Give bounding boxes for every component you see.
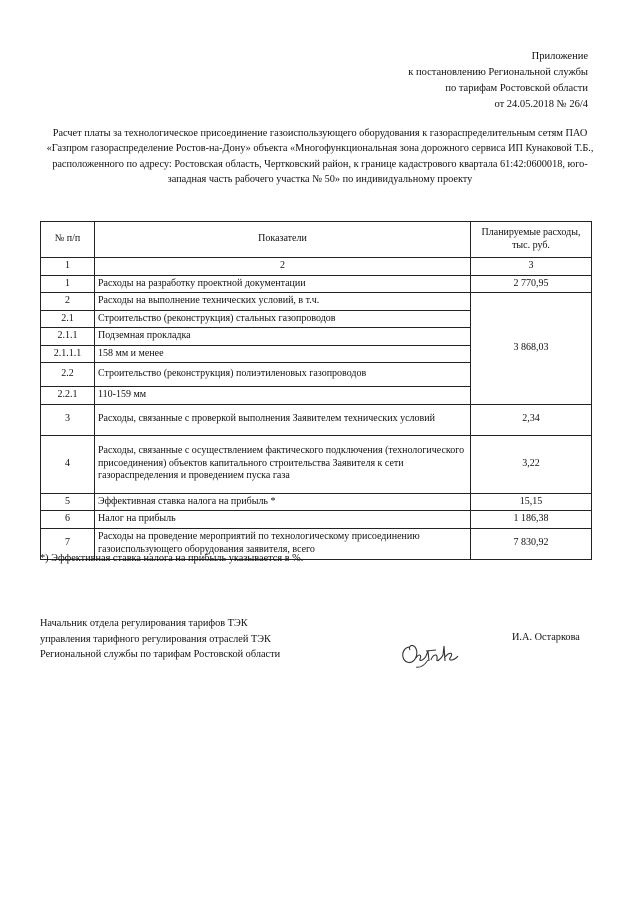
table-row [41,493,592,511]
row-indicator: Строительство (реконструкция) стальных газопроводов [95,310,471,328]
row-indicator: 158 мм и менее [95,345,471,363]
row-value: 7 830,92 [471,528,592,559]
column-number: 2 [95,258,471,276]
document-title: Расчет платы за технологическое присоединение газоиспользующего оборудования к газораспределительным сетям ПАО «Газпром газораспределение Ростов-на-Дону» объекта «Многофункциональная зона дорожного сервиса ИП Кунаковой Т.Б., расположенного по адресу: Ростовская область, Чертковский район, к границе кадастрового квартала 61:42:0600018, юго-западная часть рабочего участка № 50» по индивидуальному проекту [46,128,594,185]
row-indicator: Эффективная ставка налога на прибыль * [95,493,471,511]
row-value: 3,22 [471,435,592,493]
row-indicator: Строительство (реконструкция) полиэтиленовых газопроводов [95,363,471,387]
table-row [41,435,592,493]
appendix-line: по тарифам Ростовской области [445,83,588,94]
row-indicator: Расходы на разработку проектной документации [95,275,471,293]
row-number: 2 [41,293,95,311]
row-number: 5 [41,493,95,511]
column-number: 3 [471,258,592,276]
row-number: 4 [41,435,95,493]
row-indicator: Расходы, связанные с осуществлением фактического подключения (технологического присоединения) объектов капитального строительства Заявителя к сети газораспределения и проведением пуска газа [95,435,471,493]
row-value: 15,15 [471,493,592,511]
row-indicator: Подземная прокладка [95,328,471,346]
row-indicator: Расходы, связанные с проверкой выполнения Заявителем технических условий [95,404,471,435]
row-value: 2 770,95 [471,275,592,293]
row-indicator: 110-159 мм [95,387,471,405]
footnote: *) Эффективная ставка налога на прибыль указывается в %. [40,553,304,564]
header-value: Планируемые расходы, тыс. руб. [471,222,592,258]
table-row [41,275,592,293]
signature-block [40,616,280,663]
row-number: 3 [41,404,95,435]
appendix-line: Приложение [531,51,588,62]
row-indicator: Налог на прибыль [95,511,471,529]
signer-name: И.А. Остаркова [512,632,580,643]
column-number-row [41,258,592,276]
table-row [41,404,592,435]
row-value: 2,34 [471,404,592,435]
row-number: 2.1.1 [41,328,95,346]
row-number: 2.2 [41,363,95,387]
signer-position-line: управления тарифного регулирования отраслей ТЭК [40,633,271,645]
handwritten-signature [398,638,464,670]
row-value: 3 868,03 [471,293,592,405]
table-row [41,511,592,529]
header-indicator: Показатели [95,222,471,258]
row-number: 2.1 [41,310,95,328]
calculation-table [40,221,592,560]
table-header-row [41,222,592,258]
row-number: 7 [41,528,95,559]
row-number: 1 [41,275,95,293]
signer-position-line: Региональной службы по тарифам Ростовской области [40,649,281,661]
row-number: 2.2.1 [41,387,95,405]
appendix-line: от 24.05.2018 № 26/4 [494,99,588,110]
row-number: 2.1.1.1 [41,345,95,363]
appendix-header [408,49,588,113]
table-row [41,293,592,311]
header-num: № п/п [41,222,95,258]
appendix-line: к постановлению Региональной службы [408,67,588,78]
row-indicator: Расходы на проведение мероприятий по технологическому присоединению газоиспользующего оборудования заявителя, всего [95,528,471,559]
row-number: 6 [41,511,95,529]
column-number: 1 [41,258,95,276]
row-value: 1 186,38 [471,511,592,529]
signer-position-line: Начальник отдела регулирования тарифов ТЭК [40,618,248,629]
row-indicator: Расходы на выполнение технических условий, в т.ч. [95,293,471,311]
